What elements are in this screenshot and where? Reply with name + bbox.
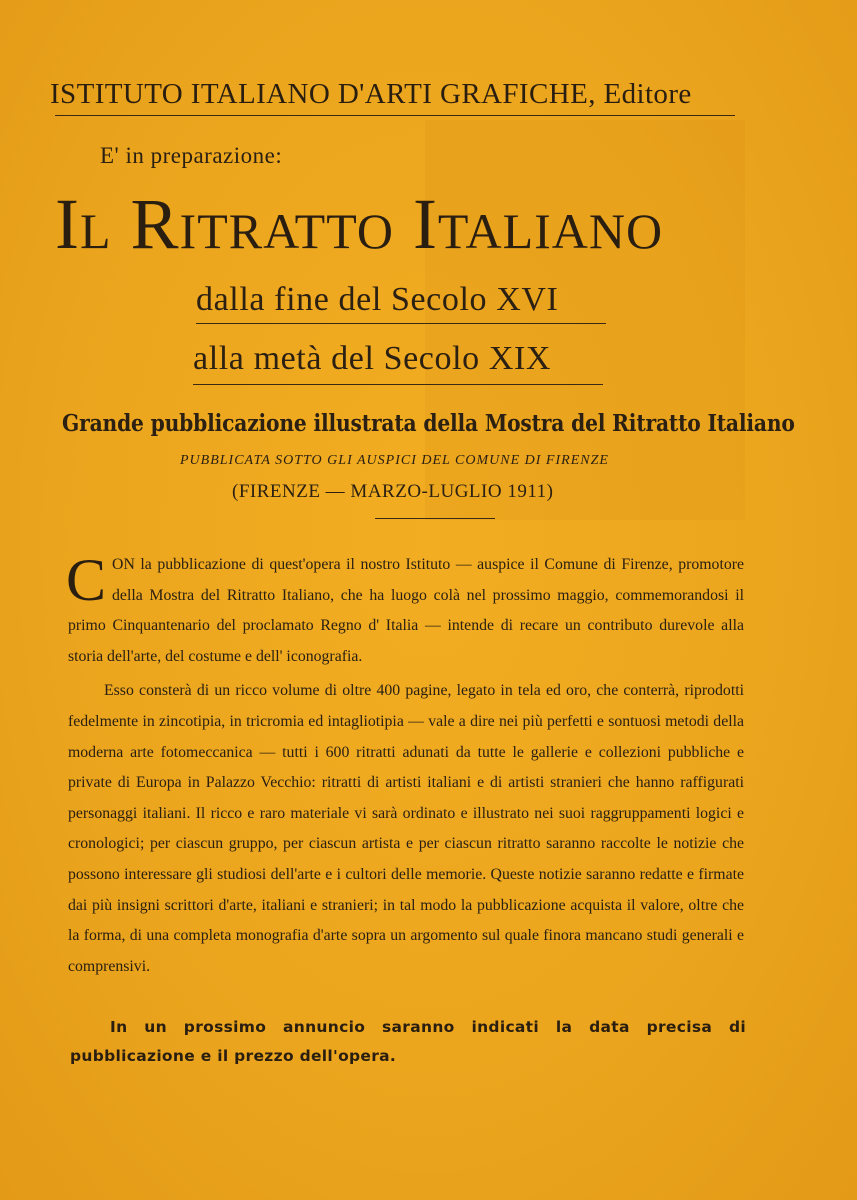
publisher-heading: ISTITUTO ITALIANO D'ARTI GRAFICHE, Editore (50, 78, 692, 110)
body-text (66, 547, 744, 982)
announcement-line: E' in preparazione: (100, 143, 283, 168)
publisher-divider (55, 115, 735, 116)
auspices-line: PUBBLICATA SOTTO GLI AUSPICI DEL COMUNE DI FIRENZE (180, 453, 609, 468)
drop-cap: C (66, 547, 107, 613)
section-divider (375, 518, 495, 519)
subtitle-line-2: alla metà del Secolo XIX (193, 340, 552, 377)
subtitle-divider-1 (196, 323, 606, 324)
closing-note: In un prossimo annuncio saranno indicati la data precisa di pubblicazione e il prezzo dell'opera. (70, 1018, 746, 1065)
description-heading: Grande pubblicazione illustrata della Mostra del Ritratto Italiano (62, 410, 795, 437)
subtitle-line-1: dalla fine del Secolo XVI (196, 281, 559, 318)
exhibition-dates: (FIRENZE — MARZO-LUGLIO 1911) (232, 481, 554, 502)
paragraph-2: Esso consterà di un ricco volume di oltre 400 pagine, legato in tela ed oro, che conterrà, riprodotti fedelmente in zincotipia, in tricromia ed intagliotipia — vale a dire nei più perfetti e sontuosi metodi della moderna arte fotomeccanica — tutti i 600 ritratti adunati da tutte le gallerie e collezioni pubbliche e private di Europa in Palazzo Vecchio: ritratti di artisti italiani e di artisti stranieri che hanno raffigurati personaggi italiani. Il ricco e raro materiale vi sarà ordinato e illustrato nei suoi raggruppamenti logici e cronologici; per ciascun gruppo, per ciascun artista e per ciascun ritratto saranno raccolte le notizie che possono interessare gli studiosi dell'arte e i cultori delle memorie. Queste notizie saranno redatte e firmate dai più insigni scrittori d'arte, italiani e stranieri; in tal modo la pubblicazione acquista il valore, oltre che la forma, di una completa monografia d'arte sopra un argomento sul quale finora mancano studi generali e comprensivi. (68, 682, 744, 975)
paragraph-1 (66, 547, 744, 672)
main-title: Il Ritratto Italiano (55, 184, 664, 264)
subtitle-divider-2 (193, 384, 603, 385)
paragraph-1-text: ON la pubblicazione di quest'opera il nostro Istituto — auspice il Comune di Firenze, promotore della Mostra del Ritratto Italiano, che ha luogo colà nel prossimo maggio, commemorandosi il primo Cinquantenario del proclamato Regno d' Italia — intende di recare un contributo durevole alla storia dell'arte, del costume e dell' iconografia. (68, 556, 744, 665)
